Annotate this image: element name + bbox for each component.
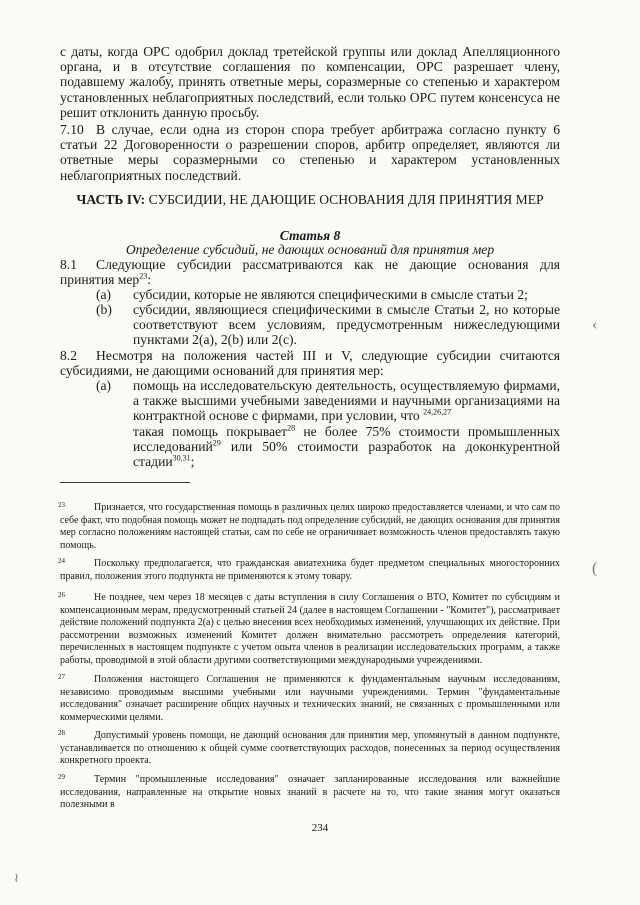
footnote [60, 774, 560, 812]
list-item-text: субсидии, которые не являются специфическими в смысле статьи 2; [133, 287, 528, 302]
footnote-ref: 30,31 [172, 453, 191, 463]
paragraph-number: 8.1 [60, 257, 77, 272]
article-subtitle: Определение субсидий, не дающих оснований для принятия мер [125, 242, 495, 257]
list-marker: (a) [96, 378, 112, 393]
footnote-text: Признается, что государственная помощь в различных целях широко предоставляется членами, и что сам по себе факт, что подобная помощь может не подпадать под определение субсидий, не дающих основания для принятия мер согласно положениям настоящей статьи, сам по себе не ограничивает возможность членов предоставлять такую помощь. [60, 502, 561, 551]
paragraph-text: Несмотря на положения частей III и V, следующие субсидии считаются субсидиями, не дающими оснований для принятия мер: [60, 348, 560, 379]
list-marker: (a) [96, 287, 112, 302]
footnote [60, 592, 560, 668]
footnote [60, 730, 560, 768]
footnote-ref: 28 [287, 423, 296, 433]
paragraph-7-10 [60, 122, 560, 183]
list-item-text [133, 378, 560, 469]
list-item-text-part: такая помощь покрывает [133, 423, 288, 439]
paragraph-8-2 [60, 348, 560, 378]
footnote-text: Положения настоящего Соглашения не применяются к фундаментальным научным исследованиям, независимо проводимым высшими учебными или научными учреждениями. Термин "фундаментальные исследования" означает расширение общих научных и технических знаний, не связанных с промышленными или коммерческими целями. [60, 674, 560, 723]
footnote-number: 29 [58, 773, 65, 781]
paragraph-text: с даты, когда ОРС одобрил доклад третейской группы или доклад Апелляционного органа, и в отсутствие соглашения по компенсации, ОРС разрешает члену, подавшему жалобу, принять ответные меры, соразмерные со степенью и характером установленных неблагоприятных последствий, если только ОРС путем консенсуса не решит отклонить данную просьбу. [60, 44, 560, 120]
paragraph-text: В случае, если одна из сторон спора требует арбитража согласно пункту 6 статьи 22 Договоренности о разрешении споров, арбитр определяет, являются ли ответные меры соразмерными со степенью и характером установленных неблагоприятных последствий. [60, 122, 560, 183]
part-heading [60, 192, 560, 208]
page-number: 234 [311, 822, 329, 834]
scan-mark-icon: ( [592, 560, 598, 577]
list-marker: (b) [96, 302, 112, 317]
footnote-number: 24 [58, 557, 65, 565]
paragraph-continuation [60, 44, 560, 120]
footnote-ref: 24,26,27 [423, 407, 452, 417]
list-item-main-text: помощь на исследовательскую деятельность, осуществляемую фирмами, а также высшими учебными заведениями и научными организациями на контрактной основе с фирмами, при условии, что [133, 378, 560, 424]
list-item-text-part: не более 75% стоимости промышленных исследований [133, 423, 560, 454]
footnote-text: Термин "промышленные исследования" означает запланированные исследования или важнейшие исследования, направленные на открытие новых знаний в расчете на то, что такие знания могут оказаться полезными в [60, 774, 560, 811]
footnote-text: Допустимый уровень помощи, не дающий основания для принятия мер, упомянутый в данном подпункте, устанавливается по отношению к общей сумме соответствующих расходов, понесенных за период осуществления конкретного проекта. [60, 730, 560, 767]
scan-mark-icon: ‹ [592, 316, 598, 333]
footnote [60, 502, 560, 552]
list-item-text-part: или 50% стоимости разработок на доконкурентной стадии [133, 438, 560, 470]
footnote-number: 26 [58, 591, 65, 599]
pencil-mark-icon: ≀ [14, 870, 19, 885]
footnote-number: 27 [58, 673, 65, 681]
footnote-separator [60, 482, 190, 483]
list-item-text: субсидии, являющиеся специфическими в смысле Статьи 2, но которые соответствуют всем условиям, предусмотренным нижеследующими пунктами 2(a), 2(b) или 2(c). [133, 302, 560, 348]
paragraph-8-1 [60, 257, 560, 287]
footnote-text: Поскольку предполагается, что гражданская авиатехника будет предметом специальных многосторонних правил, положения этого подпункта не применяются к этому товару. [60, 558, 560, 582]
footnote-number: 28 [58, 729, 65, 737]
paragraph-text: Следующие субсидии рассматриваются как не дающие основания для принятия мер [60, 257, 560, 288]
list-item-text-part: ; [190, 454, 195, 470]
paragraph-number: 7.10 [60, 122, 84, 137]
footnote-text: Не позднее, чем через 18 месяцев с даты вступления в силу Соглашения о ВТО, Комитет по субсидиям и компенсационным мерам, предусмотренный статьей 24 (далее в настоящем Соглашении - "Комитет"), рассматривает действие положений подпункта 2(а) с целью внесения всех необходимых изменений, улучшающих их действие. При рассмотрении возможных изменений Комитет должен внимательно рассмотреть определения категорий, перечисленных в настоящем подпункте с учетом опыта членов в реализации исследовательских программ, а также работы, проводимой в этой области другими соответствующими международными учреждениями. [60, 592, 560, 666]
footnote [60, 558, 560, 583]
paragraph-tail: : [147, 272, 151, 288]
part-label: ЧАСТЬ IV: [76, 192, 146, 207]
part-title: СУБСИДИИ, НЕ ДАЮЩИЕ ОСНОВАНИЯ ДЛЯ ПРИНЯТИЯ МЕР [148, 192, 544, 207]
article-title: Статья 8 [279, 228, 341, 243]
paragraph-number: 8.2 [60, 348, 77, 363]
footnote-number: 23 [58, 501, 65, 509]
footnote-ref: 23 [139, 271, 148, 281]
footnote-ref: 29 [212, 438, 221, 448]
footnote [60, 674, 560, 724]
